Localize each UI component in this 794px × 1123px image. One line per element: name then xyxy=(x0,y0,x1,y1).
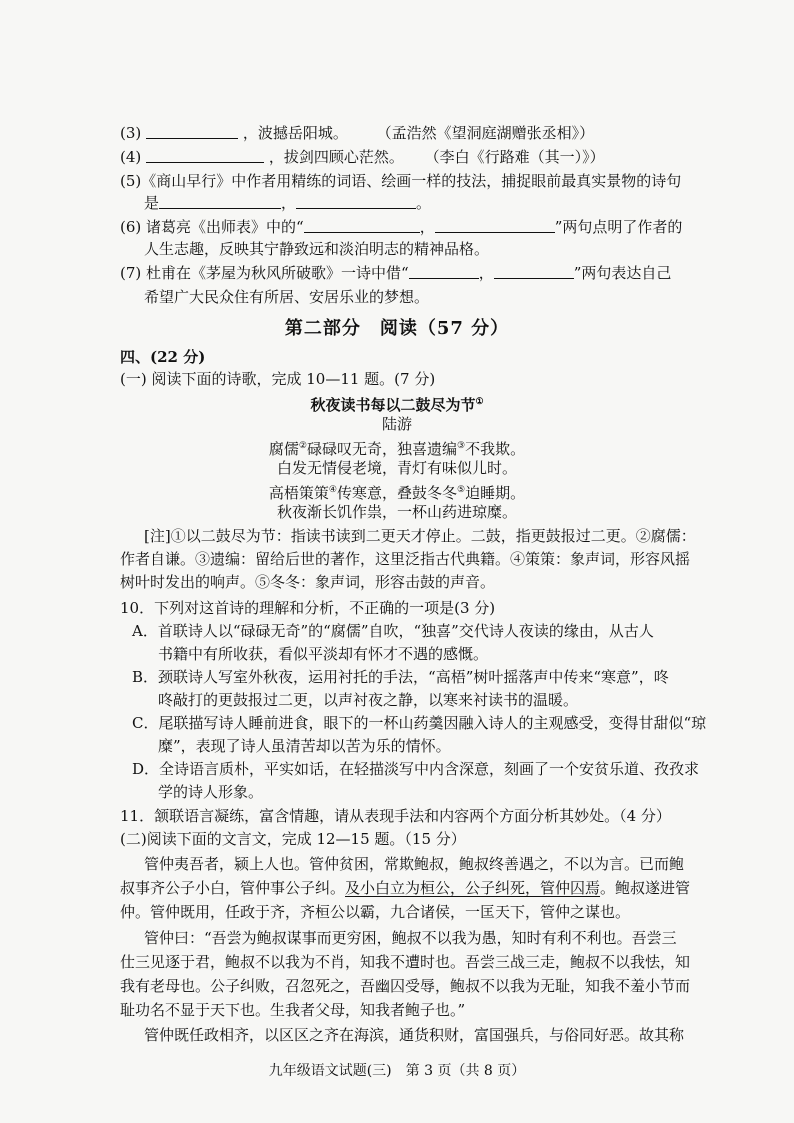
subsection-poem-instruction: (一) 阅读下面的诗歌，完成 10—11 题。(7 分) xyxy=(120,370,436,388)
footnote-mark: ⑤ xyxy=(457,485,466,495)
poem-author: 陆游 xyxy=(381,415,412,433)
poem-note: [注]①以二鼓尽为节：指读书读到二更天才停止。二鼓，指更鼓报过二更。②腐儒： xyxy=(144,527,696,545)
poem-line: 白发无情侵老境，青灯有味似儿时。 xyxy=(276,459,517,477)
section-header: 四、(22 分) xyxy=(120,348,206,366)
question-text: ，拔剑四顾心茫然。 xyxy=(268,148,404,166)
underlined-sentence: 及小白立为桓公，公子纠死，管仲囚焉 xyxy=(345,879,601,897)
question-text: ”两句点明了作者的 xyxy=(554,218,683,236)
source-citation: （孟浩然《望洞庭湖赠张丞相》） xyxy=(376,124,595,142)
question-text: ，波撼岳阳城。 xyxy=(242,124,348,142)
classical-text: 叔事齐公子小白，管仲事公子纠。 xyxy=(120,879,346,897)
option-a[interactable]: A．首联诗人以“碌碌无奇”的“腐儒”自吹，“独喜”交代诗人夜读的缘由，从古人 xyxy=(132,622,654,640)
question-4 xyxy=(120,146,605,168)
question-6-line2: 人生志趣，反映其宁静致远和淡泊明志的精神品格。 xyxy=(144,240,490,258)
question-text: (7) 杜甫在《茅屋为秋风所破歌》一诗中借“ xyxy=(120,264,409,282)
classical-text-line: 管仲既任政相齐，以区区之齐在海滨，通货积财，富国强兵，与俗同好恶。故其称 xyxy=(144,1026,685,1044)
question-10-stem: 10．下列对这首诗的理解和分析，不正确的一项是(3 分) xyxy=(120,599,496,617)
classical-text-line: 仕三见逐于君，鲍叔不以我为不肖，知我不遭时也。吾尝三战三走，鲍叔不以我怯，知 xyxy=(120,953,691,971)
poem-note: 树叶时发出的响声。⑤冬冬：象声词，形容击鼓的声音。 xyxy=(120,573,496,591)
punctuation: ， xyxy=(419,218,435,236)
source-citation: （李白《行路难（其一）》） xyxy=(424,148,605,166)
question-number: (3) xyxy=(120,124,142,142)
footnote-mark: ① xyxy=(475,397,484,407)
question-text: (6) 诸葛亮《出师表》中的“ xyxy=(120,218,304,236)
footnote-mark: ② xyxy=(298,441,307,451)
option-b[interactable]: B．颈联诗人写室外秋夜，运用衬托的手法，“高梧”树叶摇落声中传来“寒意”，咚 xyxy=(132,668,669,686)
question-text: 是 xyxy=(144,194,160,212)
classical-text: 。鲍叔遂进管 xyxy=(600,879,691,897)
answer-blank[interactable] xyxy=(296,193,416,209)
option-a-cont: 书籍中有所收获，看似平淡却有怀才不遇的感慨。 xyxy=(158,645,489,663)
question-7-line2: 希望广大民众住有所居、安居乐业的梦想。 xyxy=(144,288,430,306)
answer-blank[interactable] xyxy=(146,147,264,163)
classical-text-line: 仲。管仲既用，任政于齐，齐桓公以霸，九合诸侯，一匡天下，管仲之谋也。 xyxy=(120,903,631,921)
answer-blank[interactable] xyxy=(304,217,420,233)
poem-note: 作者自谦。③遗编：留给后世的著作，这里泛指古代典籍。④策策：象声词，形容风摇 xyxy=(120,550,691,568)
question-number: (4) xyxy=(120,148,142,166)
question-5-line1: (5)《商山早行》中作者用精练的词语、绘画一样的技法，捕捉眼前最真实景物的诗句 xyxy=(120,172,682,190)
answer-blank[interactable] xyxy=(409,263,479,279)
classical-text-line: 我有老母也。公子纠败，召忽死之，吾幽囚受辱，鲍叔不以我为无耻，知我不羞小节而 xyxy=(120,977,691,995)
page-footer: 九年级语文试题(三) 第 3 页（共 8 页） xyxy=(268,1063,526,1079)
punctuation: ， xyxy=(281,194,297,212)
poem-text: 传寒意，叠鼓冬冬 xyxy=(336,484,457,502)
question-text: ”两句表达自己 xyxy=(573,264,672,282)
question-3 xyxy=(120,122,594,144)
option-d-cont: 学的诗人形象。 xyxy=(158,783,264,801)
poem-line: 秋夜渐长饥作祟，一杯山药进琼糜。 xyxy=(276,503,517,521)
punctuation: ， xyxy=(478,264,494,282)
part-title: 第二部分 阅读（57 分） xyxy=(284,318,510,339)
poem-text: 迫睡期。 xyxy=(465,484,526,502)
option-d[interactable]: D．全诗语言质朴，平实如话，在轻描淡写中内含深意，刻画了一个安贫乐道、孜孜求 xyxy=(132,760,700,778)
poem-text: 腐儒 xyxy=(268,440,299,458)
classical-text-line: 耻功名不显于天下也。生我者父母，知我者鲍子也。” xyxy=(120,1001,466,1019)
question-5-line2 xyxy=(144,192,431,214)
question-7-line1 xyxy=(120,262,671,284)
option-b-cont: 咚敲打的更鼓报过二更，以声衬夜之静，以寒来衬读书的温暖。 xyxy=(158,691,579,709)
question-11: 11．颔联语言凝练，富含情趣，请从表现手法和内容两个方面分析其妙处。（4 分） xyxy=(120,807,671,825)
classical-text-line: 管仲曰：“吾尝为鲍叔谋事而更穷困，鲍叔不以我为愚，知时有利不利也。吾尝三 xyxy=(144,929,677,947)
poem-text: 碌碌叹无奇，独喜遗编 xyxy=(306,440,457,458)
classical-text-line: 管仲夷吾者，颍上人也。管仲贫困，常欺鲍叔，鲍叔终善遇之，不以为言。已而鲍 xyxy=(144,855,685,873)
poem-text: 高梧策策 xyxy=(268,484,329,502)
footnote-mark: ③ xyxy=(457,441,466,451)
subsection-classical-instruction: (二)阅读下面的文言文，完成 12—15 题。（15 分） xyxy=(120,830,466,848)
classical-text-line xyxy=(120,877,690,899)
answer-blank[interactable] xyxy=(435,217,555,233)
option-c-cont: 糜”，表现了诗人虽清苦却以苦为乐的情怀。 xyxy=(158,737,451,755)
punctuation: 。 xyxy=(416,194,432,212)
answer-blank[interactable] xyxy=(494,263,574,279)
answer-blank[interactable] xyxy=(146,123,238,139)
option-c[interactable]: C．尾联描写诗人睡前进食，眼下的一杯山药羹因融入诗人的主观感受，变得甘甜似“琼 xyxy=(132,714,707,732)
answer-blank[interactable] xyxy=(159,193,281,209)
poem-title-text: 秋夜读书每以二鼓尽为节 xyxy=(310,396,476,414)
poem-text: 不我欺。 xyxy=(465,440,526,458)
footnote-mark: ④ xyxy=(328,485,337,495)
question-6-line1 xyxy=(120,216,682,238)
